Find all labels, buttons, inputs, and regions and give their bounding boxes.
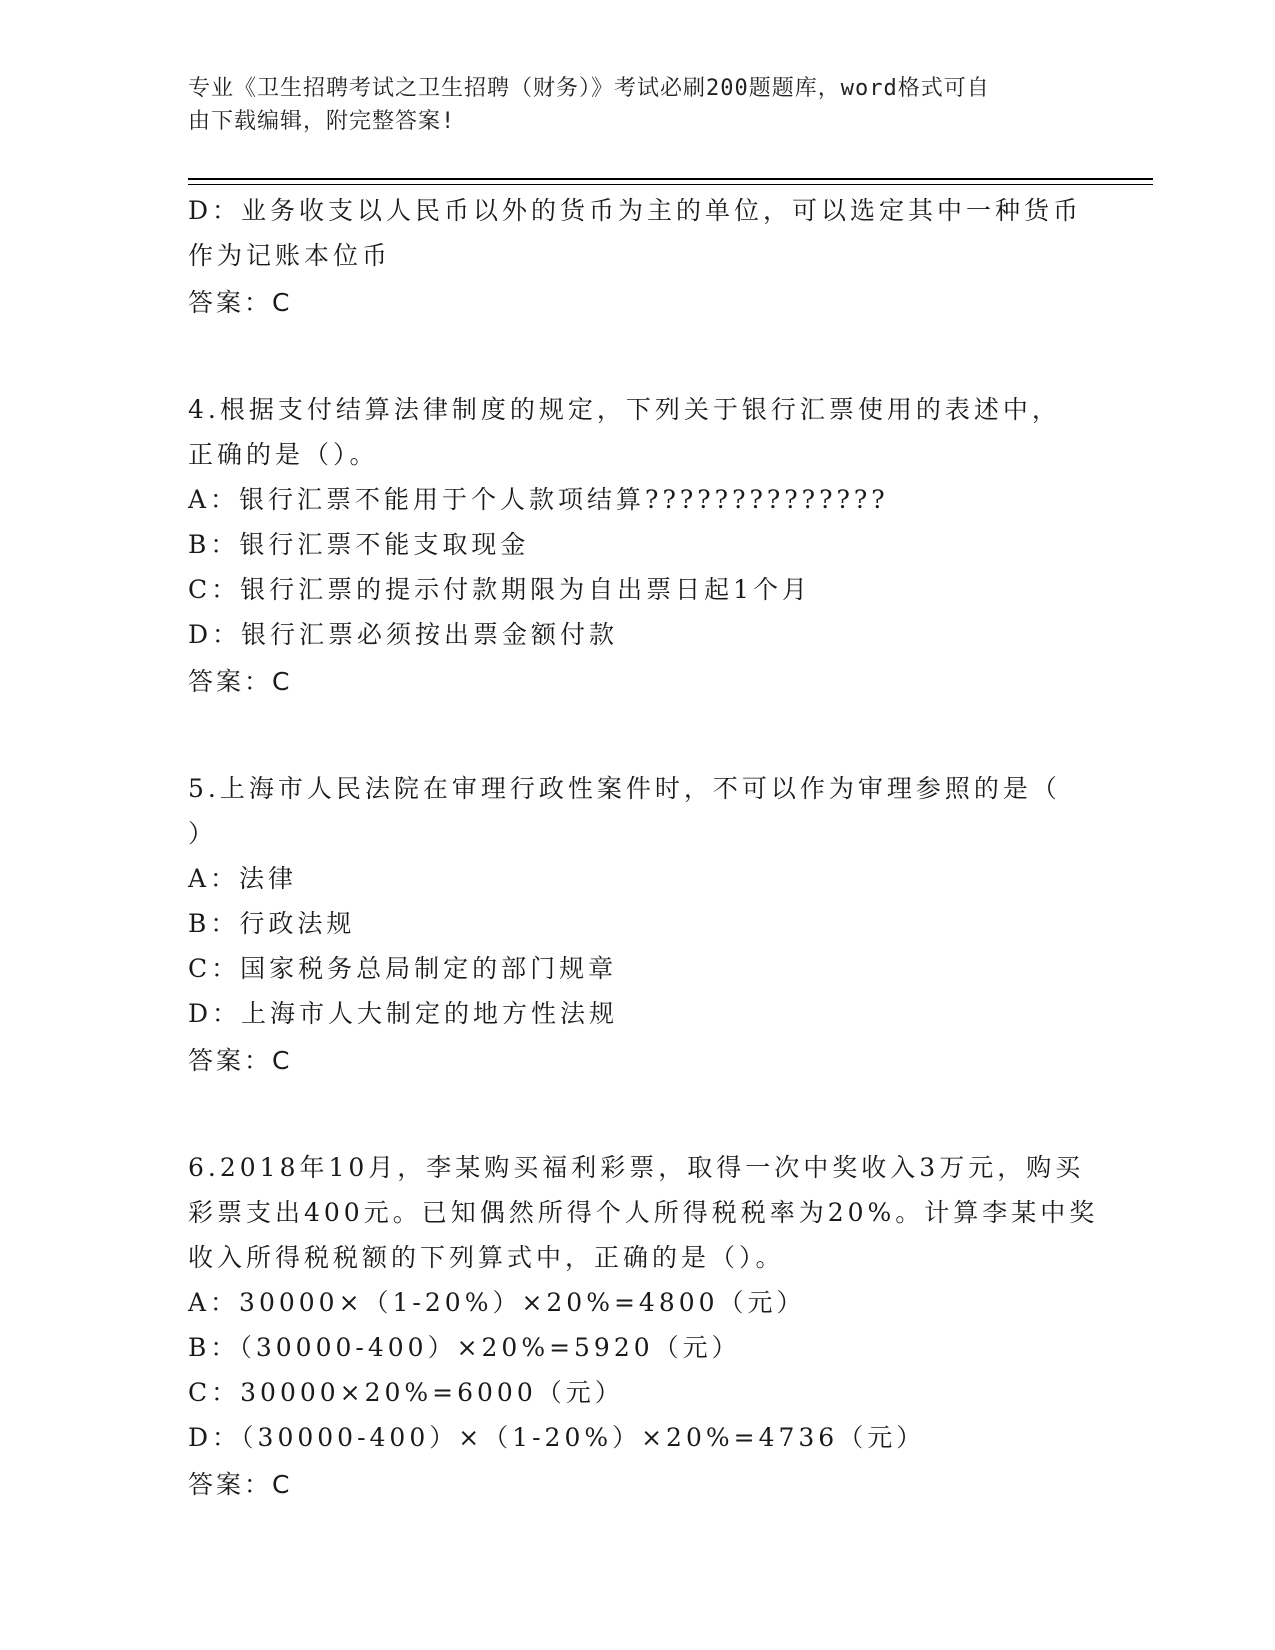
option-a: A：30000×（1-20%）×20%=4800（元） xyxy=(188,1288,806,1317)
spacer xyxy=(188,1083,1088,1145)
option-a: A：银行汇票不能用于个人款项结算?????????????? xyxy=(188,485,889,514)
header-line-1: 专业《卫生招聘考试之卫生招聘（财务）》考试必刷200题题库，word格式可自 xyxy=(188,76,990,101)
option-a: A：法律 xyxy=(188,864,298,893)
question-stem: 5.上海市人民法院在审理行政性案件时，不可以作为审理参照的是（ xyxy=(188,774,1061,803)
option-d: D：上海市人大制定的地方性法规 xyxy=(188,999,619,1028)
spacer xyxy=(188,704,1088,766)
option-c: C：国家税务总局制定的部门规章 xyxy=(188,954,618,983)
document-body xyxy=(188,188,1099,1507)
option-d-continued: 作为记账本位币 xyxy=(188,241,392,270)
question-6 xyxy=(188,1145,1099,1507)
option-b: B：行政法规 xyxy=(188,909,356,938)
document-header xyxy=(188,72,1088,138)
option-d: D：业务收支以人民币以外的货币为主的单位，可以选定其中一种货币 xyxy=(188,196,1083,225)
answer-line: 答案：C xyxy=(188,1046,293,1075)
option-b: B：（30000-400）×20%=5920（元） xyxy=(188,1333,741,1362)
answer-line: 答案：C xyxy=(188,667,293,696)
header-rule-thick xyxy=(188,178,1153,180)
option-b: B：银行汇票不能支取现金 xyxy=(188,530,530,559)
answer-line: 答案：C xyxy=(188,288,293,317)
question-3-continuation xyxy=(188,188,1088,325)
spacer xyxy=(188,325,1088,387)
question-stem-continued: 收入所得税税额的下列算式中，正确的是（）。 xyxy=(188,1243,785,1272)
question-stem-continued: ） xyxy=(188,819,218,848)
question-stem-continued: 彩票支出400元。已知偶然所得个人所得税税率为20%。计算李某中奖 xyxy=(188,1198,1099,1227)
question-stem: 6.2018年10月，李某购买福利彩票，取得一次中奖收入3万元，购买 xyxy=(188,1153,1085,1182)
option-d: D：银行汇票必须按出票金额付款 xyxy=(188,620,619,649)
option-d: D：（30000-400）×（1-20%）×20%=4736（元） xyxy=(188,1423,926,1452)
answer-line: 答案：C xyxy=(188,1470,293,1499)
question-stem: 4.根据支付结算法律制度的规定，下列关于银行汇票使用的表述中， xyxy=(188,395,1061,424)
header-line-2: 由下载编辑，附完整答案! xyxy=(188,109,456,134)
question-stem-continued: 正确的是（）。 xyxy=(188,440,379,469)
header-rule-thin xyxy=(188,184,1153,185)
question-4 xyxy=(188,387,1088,704)
option-c: C：30000×20%=6000（元） xyxy=(188,1378,624,1407)
question-5 xyxy=(188,766,1088,1083)
option-c: C：银行汇票的提示付款期限为自出票日起1个月 xyxy=(188,575,812,604)
